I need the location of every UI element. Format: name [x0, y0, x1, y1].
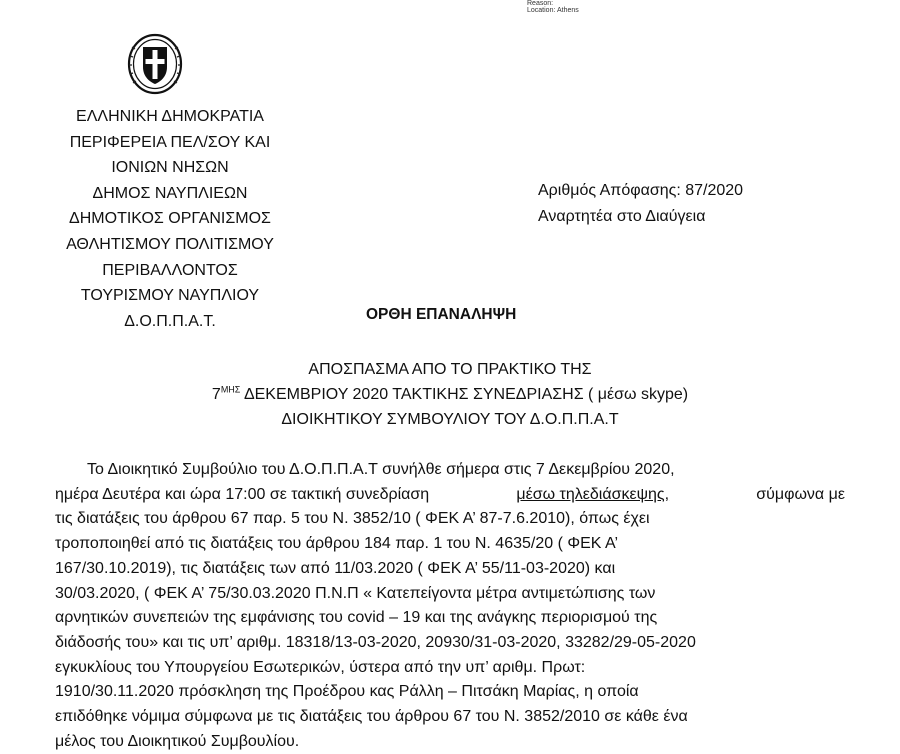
org-line: Δ.Ο.Π.Π.Α.Τ. — [124, 312, 216, 330]
posting-note: Αναρτητέα στο Διαύγεια — [538, 207, 706, 225]
paragraph-line: 30/03.2020, ( ΦΕΚ Α’ 75/30.03.2020 Π.Ν.Π « Κατεπείγοντα μέτρα αντιμετώπισης των — [55, 584, 656, 602]
paragraph-line: διάδοσής του» και τις υπ’ αριθμ. 18318/13-03-2020, 20930/31-03-2020, 33282/29-05-2020 — [55, 633, 696, 651]
org-line: ΔΗΜΟΤΙΚΟΣ ΟΡΓΑΝΙΣΜΟΣ — [69, 210, 271, 228]
paragraph-line: τροποποιηθεί από τις διατάξεις του άρθρου 184 παρ. 1 του Ν. 4635/20 ( ΦΕΚ Α’ — [55, 535, 619, 553]
excerpt-line-3: ΔΙΟΙΚΗΤΙΚΟΥ ΣΥΜΒΟΥΛΙΟΥ ΤΟΥ Δ.Ο.Π.Π.Α.Τ — [281, 411, 619, 428]
body-paragraph — [55, 458, 845, 754]
paragraph-line: ημέρα Δευτέρα και ώρα 17:00 σε τακτική συνεδρίαση μέσω τηλεδιάσκεψης, σύμφωνα με — [55, 483, 845, 508]
correction-heading: ΟΡΘΗ ΕΠΑΝΑΛΗΨΗ — [366, 306, 517, 323]
digital-signature-info — [527, 0, 579, 14]
day-ordinal-suffix: ΜΗΣ — [220, 384, 241, 395]
org-line: ΠΕΡΙΦΕΡΕΙΑ ΠΕΛ/ΣΟΥ ΚΑΙ — [69, 133, 271, 151]
meeting-day: 7 — [211, 386, 221, 403]
excerpt-line-2 — [150, 382, 750, 407]
org-line: ΔΗΜΟΣ ΝΑΥΠΛΙΕΩΝ — [92, 184, 248, 202]
decision-number: Αριθμός Απόφασης: 87/2020 — [538, 182, 744, 199]
org-line: ΙΟΝΙΩΝ ΝΗΣΩΝ — [111, 159, 229, 177]
paragraph-line: τις διατάξεις του άρθρου 67 παρ. 5 του Ν. 3852/10 ( ΦΕΚ Α’ 87-7.6.2010), όπως έχει — [55, 510, 650, 528]
paragraph-line: επιδόθηκε νόμιμα σύμφωνα με τις διατάξεις του άρθρου 67 του Ν. 3852/2010 σε κάθε ένα — [55, 708, 688, 726]
org-line: ΑΘΛΗΤΙΣΜΟΥ ΠΟΛΙΤΙΣΜΟΥ — [66, 235, 274, 253]
org-line: ΠΕΡΙΒΑΛΛΟΝΤΟΣ — [102, 261, 238, 279]
paragraph-line: αρνητικών συνεπειών της εμφάνισης του covid – 19 και της ανάγκης περιορισμού της — [55, 609, 658, 627]
paragraph-line: 1910/30.11.2020 πρόσκληση της Προέδρου κας Ράλλη – Πιτσάκη Μαρίας, η οποία — [55, 683, 639, 701]
meeting-description: ΔΕΚΕΜΒΡΙΟΥ 2020 ΤΑΚΤΙΚΗΣ ΣΥΝΕΔΡΙΑΣΗΣ ( μέσω skype) — [240, 386, 689, 403]
paragraph-line: μέλος του Διοικητικού Συμβουλίου. — [55, 732, 300, 750]
paragraph-line: 167/30.10.2019), τις διατάξεις των από 11/03.2020 ( ΦΕΚ Α’ 55/11-03-2020) και — [55, 559, 616, 577]
teleconference-underlined: μέσω τηλεδιάσκεψης, — [516, 485, 670, 503]
paragraph-line: εγκυκλίους του Υπουργείου Εσωτερικών, ύστερα από την υπ’ αριθμ. Πρωτ: — [55, 658, 586, 676]
org-line: ΤΟΥΡΙΣΜΟΥ ΝΑΥΠΛΙΟΥ — [80, 287, 260, 305]
issuing-authority-block — [40, 104, 300, 334]
excerpt-title — [150, 357, 750, 432]
signature-location: Location: Athens — [527, 7, 579, 14]
excerpt-line-1: ΑΠΟΣΠΑΣΜΑ ΑΠΟ ΤΟ ΠΡΑΚΤΙΚΟ ΤΗΣ — [308, 361, 592, 378]
org-line: ΕΛΛΗΝΙΚΗ ΔΗΜΟΚΡΑΤΙΑ — [76, 108, 264, 125]
hellenic-republic-emblem-icon — [127, 33, 183, 95]
paragraph-line: Το Διοικητικό Συμβούλιο του Δ.Ο.Π.Π.Α.Τ συνήλθε σήμερα στις 7 Δεκεμβρίου 2020, — [87, 461, 675, 478]
decision-info — [538, 178, 743, 229]
signature-reason: Reason: — [527, 0, 554, 7]
